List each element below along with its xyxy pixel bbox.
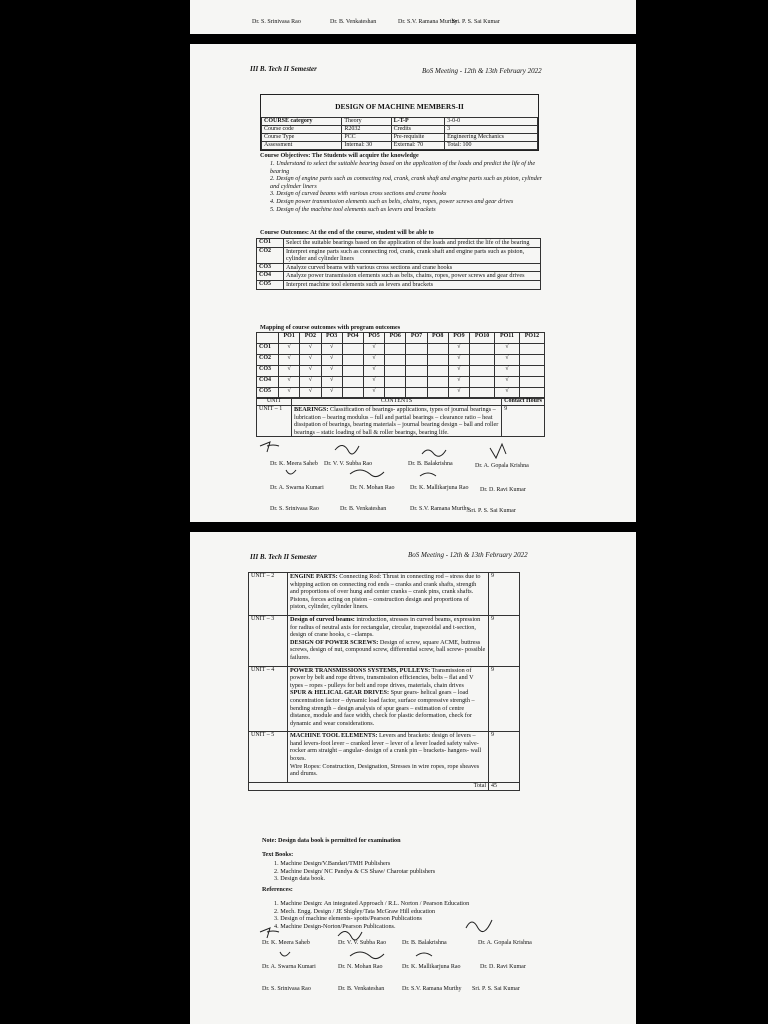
unit-lead: POWER TRANSMISSIONS SYSTEMS, PULLEYS: xyxy=(290,666,431,674)
textbook-item: 2. Machine Design/ NC Pandya & CS Shaw/ Charotar publishers xyxy=(274,867,436,875)
mapping-cell: √ xyxy=(321,355,342,366)
mapping-co-label: CO1 xyxy=(257,344,279,355)
unit-label: UNIT – 1 xyxy=(257,406,292,437)
signatory-name: Dr. S. Srinivasa Rao xyxy=(270,506,319,512)
unit-hours: 9 xyxy=(489,666,520,732)
objective-item: 5. Design of the machine tool elements such as levers and brackets xyxy=(270,205,436,213)
previous-page-strip xyxy=(190,0,636,34)
signatory-name: Dr. A. Gopala Krishna xyxy=(478,940,532,946)
info-cell: 3 xyxy=(445,126,538,134)
info-cell: Credits xyxy=(391,126,445,134)
mapping-cell: √ xyxy=(448,355,469,366)
info-cell: Total: 100 xyxy=(445,142,538,150)
course-title: DESIGN OF MACHINE MEMBERS-II xyxy=(335,102,464,111)
meeting-header: BoS Meeting - 12th & 13th February 2022 xyxy=(422,67,542,75)
signature-mark xyxy=(490,444,506,458)
mapping-cell: √ xyxy=(321,344,342,355)
unit-text: Wire Ropes: Construction, Designation, Stresses in wire ropes, rope sheaves and drums. xyxy=(290,762,480,778)
outcome-code: CO5 xyxy=(257,280,284,289)
mapping-cell: √ xyxy=(279,377,300,388)
mapping-cell: √ xyxy=(300,377,321,388)
outcome-text: Analyze power transmission elements such as belts, chains, ropes, power screws and gear drives xyxy=(284,272,541,281)
unit-label: UNIT – 5 xyxy=(249,732,288,783)
unit-lead: MACHINE TOOL ELEMENTS: xyxy=(290,732,378,740)
mapping-header-cell: PO6 xyxy=(385,333,406,344)
signatory-name: Dr. A. Gopala Krishna xyxy=(475,463,529,469)
semester-header: III B. Tech II Semester xyxy=(250,65,317,73)
signatory-name: Sri. P. S. Sai Kumar xyxy=(472,986,520,992)
info-cell: COURSE category xyxy=(262,118,342,126)
mapping-header-cell: PO3 xyxy=(321,333,342,344)
total-value: 45 xyxy=(489,782,520,790)
mapping-cell: √ xyxy=(495,388,520,399)
info-cell: PCC xyxy=(342,134,391,142)
semester-header: III B. Tech II Semester xyxy=(250,553,317,561)
references-heading: References: xyxy=(262,886,293,893)
mapping-cell: √ xyxy=(363,388,384,399)
mapping-heading: Mapping of course outcomes with program outcomes xyxy=(260,324,401,331)
mapping-header-cell: PO5 xyxy=(363,333,384,344)
outcome-code: CO2 xyxy=(257,247,284,263)
signature-mark xyxy=(286,470,296,474)
info-cell: Assessment xyxy=(262,142,342,150)
mapping-cell: √ xyxy=(495,366,520,377)
total-label: Total xyxy=(473,782,486,789)
signatory-name: Dr. A. Swarna Kumari xyxy=(262,964,316,970)
outcome-text: Select the suitable bearings based on the application of the loads and predict the life of the bearing xyxy=(284,239,541,248)
textbook-item: 1. Machine Design/V.Bandari/TMH Publishers xyxy=(274,860,391,867)
mapping-cell: √ xyxy=(495,344,520,355)
mapping-co-label: CO3 xyxy=(257,366,279,377)
mapping-cell: √ xyxy=(300,355,321,366)
mapping-header-cell: PO11 xyxy=(495,333,520,344)
info-cell: Engineering Mechanics xyxy=(445,134,538,142)
unit-text: Transmission of power by belt and rope drives, transmission efficiencies, belts – flat and V types – ropes - pulleys for belt and rope drives, materials, chain drives xyxy=(290,666,474,689)
info-cell: R2032 xyxy=(342,126,391,134)
mapping-co-label: CO2 xyxy=(257,355,279,366)
unit-hours: 9 xyxy=(489,573,520,616)
contents-header: CONTENTS xyxy=(292,398,502,406)
info-cell: Internal: 30 xyxy=(342,142,391,150)
unit-text: Spur gears- helical gears – load concentration factor – dynamic load factor, surface compressive strength – bending strength – design analysis of spur gears – estimation of centre distance, module and face width, check for plastic deformation, check for dynamic and wear considerations. xyxy=(290,689,475,727)
mapping-cell: √ xyxy=(363,366,384,377)
objectives-heading: Course Objectives: The Students will acquire the knowledge xyxy=(260,152,419,159)
mapping-header-cell: PO7 xyxy=(406,333,427,344)
unit-lead: ENGINE PARTS: xyxy=(290,573,338,580)
signatory-name: Dr. B. Venkateshan xyxy=(340,506,387,512)
mapping-cell: √ xyxy=(279,344,300,355)
mapping-cell: √ xyxy=(300,366,321,377)
signature-mark xyxy=(335,445,359,454)
meeting-header: BoS Meeting - 12th & 13th February 2022 xyxy=(408,551,528,559)
signatory-name: Dr. K. Meera Saheb xyxy=(262,940,310,946)
outcome-code: CO1 xyxy=(257,239,284,248)
objective-item: 1. Understand to select the suitable bearing based on the application of the loads and predict the life of the bearing xyxy=(270,160,536,175)
outcome-code: CO4 xyxy=(257,272,284,281)
unit-hours: 9 xyxy=(489,615,520,666)
mapping-co-label: CO4 xyxy=(257,377,279,388)
mapping-cell: √ xyxy=(279,366,300,377)
outcomes-heading: Course Outcomes: At the end of the course, student will be able to xyxy=(260,229,434,236)
mapping-cell: √ xyxy=(279,355,300,366)
signatory-name: Dr. S.V. Ramana Murthy xyxy=(410,506,470,512)
mapping-header-cell: PO1 xyxy=(279,333,300,344)
objective-item: 4. Design power transmission elements such as belts, chains, ropes, power screws and gear drives xyxy=(270,197,514,205)
outcome-text: Analyze curved beams with various cross sections and crane hooks xyxy=(284,263,541,272)
reference-item: 4. Machine Design-Norton/Pearson Publications. xyxy=(274,922,396,930)
syllabus-page-1 xyxy=(190,44,636,522)
mapping-header-cell: PO10 xyxy=(470,333,495,344)
mapping-header-cell: PO4 xyxy=(342,333,363,344)
signatory-name: Dr. S.V. Ramana Murthy xyxy=(402,986,462,992)
signatory-name: Dr. S. Srinivasa Rao xyxy=(252,19,301,25)
signatory-name: Dr. S.V. Ramana Murthy xyxy=(398,19,458,25)
signature-mark xyxy=(422,450,446,456)
mapping-cell: √ xyxy=(321,366,342,377)
mapping-header-cell: PO2 xyxy=(300,333,321,344)
unit-hours: 9 xyxy=(502,406,545,437)
info-cell: Pre-requisite xyxy=(391,134,445,142)
unit-lead: DESIGN OF POWER SCREWS: xyxy=(290,638,379,646)
signatory-name: Dr. B. Venkateshan xyxy=(330,19,377,25)
mapping-cell: √ xyxy=(300,344,321,355)
signatory-name: Dr. D. Ravi Kumar xyxy=(480,487,526,493)
unit-text: Pistons, forces acting on piston – construction design and proportions of piston, cylinder, cylinder liners. xyxy=(290,595,469,611)
mapping-cell: √ xyxy=(495,377,520,388)
signatory-name: Dr. V. V. Subba Rao xyxy=(324,461,373,467)
info-cell: Course Type xyxy=(262,134,342,142)
mapping-cell: √ xyxy=(448,377,469,388)
signatory-name: Dr. K. Mallikarjuna Rao xyxy=(402,964,461,970)
unit-label: UNIT – 3 xyxy=(249,615,288,666)
unit-lead: BEARINGS: xyxy=(294,406,329,413)
mapping-cell: √ xyxy=(495,355,520,366)
info-cell: Theory xyxy=(342,118,391,126)
signature-mark xyxy=(350,470,384,477)
mapping-cell: √ xyxy=(448,366,469,377)
signatory-name: Sri. P. S. Sai Kumar xyxy=(452,19,500,25)
mapping-cell: √ xyxy=(363,377,384,388)
syllabus-page-2 xyxy=(190,532,636,1024)
mapping-cell: √ xyxy=(448,344,469,355)
mapping-header-cell: PO8 xyxy=(427,333,448,344)
signature-mark xyxy=(350,952,384,959)
mapping-cell: √ xyxy=(448,388,469,399)
signatory-name: Dr. K. Mallikarjuna Rao xyxy=(410,485,469,491)
outcome-text: Interpret machine tool elements such as levers and brackets xyxy=(284,280,541,289)
hours-header: Contact Hours xyxy=(502,398,545,406)
signatory-name: Dr. N. Mohan Rao xyxy=(350,485,395,491)
objective-item: 3. Design of curved beams with various cross sections and crane hooks xyxy=(270,190,447,198)
textbooks-heading: Text Books: xyxy=(262,851,294,858)
mapping-cell: √ xyxy=(279,388,300,399)
textbook-item: 3. Design data book. xyxy=(274,875,326,883)
signatory-name: Dr. N. Mohan Rao xyxy=(338,964,383,970)
unit-hours: 9 xyxy=(489,732,520,783)
signature-mark xyxy=(338,931,362,940)
unit-label: UNIT – 4 xyxy=(249,666,288,732)
mapping-co-label: CO5 xyxy=(257,388,279,399)
outcome-code: CO3 xyxy=(257,263,284,272)
signatory-name: Sri. P. S. Sai Kumar xyxy=(468,508,516,514)
info-cell: Course code xyxy=(262,126,342,134)
signature-mark xyxy=(420,473,436,476)
objective-item: 2. Design of engine parts such as connecting rod, crank, crank shaft and engine parts such as piston, cylinder and cylinder liners xyxy=(270,175,542,190)
reference-item: 1. Machine Design: An integrated Approach / R.L. Norton / Pearson Education xyxy=(274,900,470,907)
info-cell: 3-0-0 xyxy=(445,118,538,126)
mapping-cell: √ xyxy=(321,377,342,388)
outcome-text: Interpret engine parts such as connecting rod, crank, crank shaft and engine parts such as piston, cylinder and cylinder liners xyxy=(284,247,541,263)
unit-text: Design of screw, square ACME, buttress screws, design of nut, compound screw, differential screw, ball screw- possible failures. xyxy=(290,638,486,661)
mapping-header-cell: PO12 xyxy=(519,333,544,344)
signatory-name: Dr. B. Venkateshan xyxy=(338,986,385,992)
unit-label: UNIT – 2 xyxy=(249,573,288,616)
note-text: Note: Design data book is permitted for examination xyxy=(262,837,401,844)
mapping-cell: √ xyxy=(363,355,384,366)
info-cell: External: 70 xyxy=(391,142,445,150)
signatory-name: Dr. B. Balakrishna xyxy=(402,940,447,946)
mapping-cell: √ xyxy=(321,388,342,399)
mapping-cell: √ xyxy=(363,344,384,355)
signature-mark xyxy=(260,442,279,452)
unit-lead: Design of curved beams: xyxy=(290,615,355,623)
mapping-cell: √ xyxy=(300,388,321,399)
reference-item: 2. Mech. Engg. Design / JE Shigley/Tata McGraw Hill education xyxy=(274,907,436,915)
unit-text: Connecting Rod: Thrust in connecting rod – stress due to whipping action on connecting rod ends – cranks and crank shafts, strength and proportions of over hung and center cranks – crank pins, crank shafts. xyxy=(290,573,481,596)
signature-scribbles xyxy=(190,44,636,522)
signature-mark xyxy=(416,953,432,956)
mapping-header-cell: PO9 xyxy=(448,333,469,344)
signatory-name: Dr. V. V. Subba Rao xyxy=(338,940,387,946)
signatory-name: Dr. A. Swarna Kumari xyxy=(270,485,324,491)
signature-mark xyxy=(280,952,290,956)
signature-scribbles xyxy=(190,532,636,1024)
unit-text: Classification of bearings- applications, types of journal bearings – lubrication – bearing modulus – full and partial bearings – clearance ratio – heat dissipation of bearings, bearing materials – journal bearing design – ball and roller bearings – static loading of ball & roller bearings, bearing life. xyxy=(294,406,499,436)
signatory-name: Dr. K. Meera Saheb xyxy=(270,461,318,467)
unit-header: UNIT xyxy=(257,398,292,406)
unit-lead: SPUR & HELICAL GEAR DRIVES: xyxy=(290,689,390,697)
info-cell: L-T-P xyxy=(391,118,445,126)
signature-mark xyxy=(260,928,279,938)
signatory-name: Dr. B. Balakrishna xyxy=(408,461,453,467)
signature-mark xyxy=(466,920,492,932)
signatory-name: Dr. S. Srinivasa Rao xyxy=(262,986,311,992)
unit-text: Levers and brackets: design of levers – hand levers-foot lever – cranked lever – lever of a lever loaded safety valve- rocker arm straight – angular- design of a crank pin – brackets- hangers- wall boxes. xyxy=(290,732,482,763)
signatory-name: Dr. D. Ravi Kumar xyxy=(480,964,526,970)
reference-item: 3. Design of machine elements- spotts/Pearson Publications xyxy=(274,915,422,923)
unit-text: introduction, stresses in curved beams, expression for radius of neutral axis for rectangular, circular, trapezoidal and t-section, design of crane hooks, c –clamps. xyxy=(290,615,481,639)
